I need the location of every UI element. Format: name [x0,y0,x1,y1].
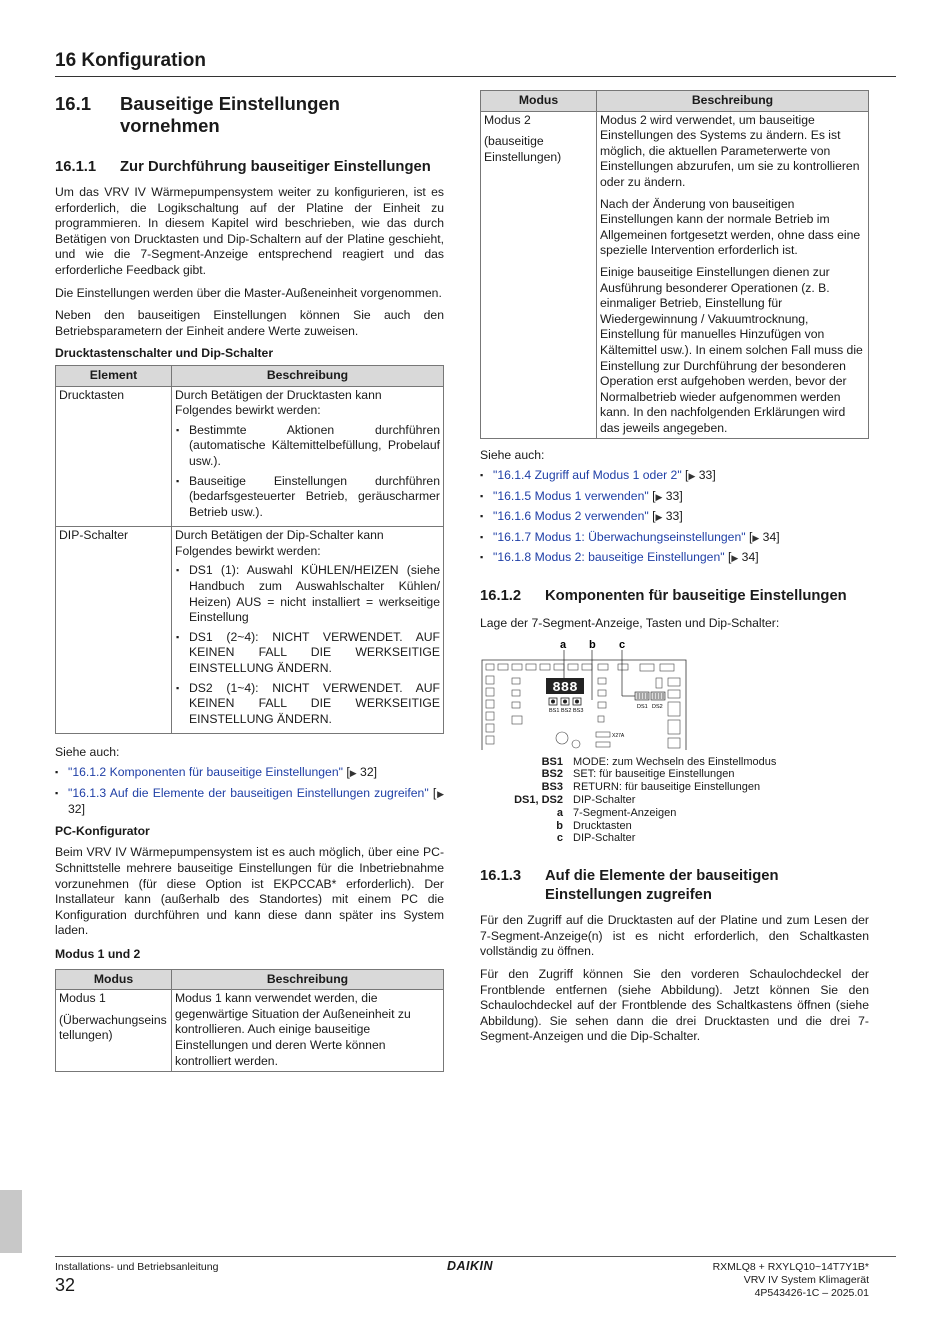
table2-cell-description [597,111,869,439]
section-heading [55,93,444,137]
legend-key: BS1 [541,755,563,768]
callout-c: c [619,638,626,651]
legend-key: DS1, DS2 [514,794,563,807]
label-bs2: BS2 [561,707,572,714]
subsection-3-heading [480,867,869,905]
legend-row [480,768,869,781]
page-ref-icon: ▶ [752,532,760,543]
footer-right [713,1261,869,1300]
table1-header-element: Element [56,365,172,386]
pcb-components [486,664,680,748]
page-ref-icon: ▶ [731,553,739,564]
see-also-link[interactable]: "16.1.8 Modus 2: bauseitige Einstellungen" [493,550,725,565]
see-also-list [55,765,444,818]
components-intro: Lage der 7-Segment-Anzeige, Tasten und Dip-Schalter: [480,616,780,631]
legend-key: BS2 [541,768,563,781]
page-ref-icon: ▶ [436,788,445,799]
see-also-list [480,468,869,567]
table-row [56,990,444,1072]
table1-cell-intro: Durch Betätigen der Dip-Schalter kann Folgendes bewirkt werden: [175,528,384,558]
legend-value: SET: für bauseitige Einstellungen [573,768,735,781]
legend-value: Drucktasten [573,819,632,832]
modus-name: Modus 1 [59,991,106,1006]
legend-key: c [556,832,563,845]
see-also-link[interactable]: "16.1.4 Zugriff auf Modus 1 oder 2" [493,468,682,483]
table1-cell-element: DIP-Schalter [56,527,172,734]
table1-cell-description [172,386,444,527]
table1-cell-element: Drucktasten [56,386,172,527]
modus-description: Modus 1 kann verwendet werden, die gegenwärtige Situation der Außeneinheit zu kontrollieren. Auch einige bauseitige Einstellungen und deren Werte können kontrolliert werden. [175,991,411,1068]
side-tab [0,1190,22,1253]
table2-cell-description [172,990,444,1072]
pcb-diagram [480,638,690,750]
dip-switches [635,692,665,700]
table2-header-description: Beschreibung [597,91,869,112]
right-column [480,90,869,1052]
modus-subtitle: (bauseitige Einstellungen) [484,134,562,164]
see-also-link[interactable]: "16.1.6 Modus 2 verwenden" [493,509,649,524]
legend-row [480,832,869,845]
subsection-1-number: 16.1.1 [55,159,97,175]
modus-table [55,969,444,1073]
see-also-link[interactable]: "16.1.2 Komponenten für bauseitige Einstellungen" [68,765,343,779]
label-ds2: DS2 [652,703,663,710]
pc-configurator-title: PC-Konfigurator [55,823,150,838]
page-ref-icon: ▶ [349,768,357,778]
table1-cell-description [172,527,444,734]
segment-digits: 888 [552,679,578,696]
legend-value: RETURN: für bauseitige Einstellungen [573,781,761,794]
page-ref: 34 [741,550,756,565]
label-bs1: BS1 [549,707,560,714]
page-ref: 33 [665,488,680,503]
see-also-link[interactable]: "16.1.5 Modus 1 verwenden" [493,488,649,503]
list-item[interactable]: ▪ "16.1.2 Komponenten für bauseitige Einstellungen" [▶ 32] [55,765,444,782]
table-row [56,527,444,734]
see-also-link[interactable]: "16.1.7 Modus 1: Überwachungseinstellungen" [493,529,746,544]
footer-divider [55,1256,896,1257]
paragraph-operating-params: Neben den bauseitigen Einstellungen können Sie auch den Betriebsparametern der Einheit andere Werte zuweisen. [55,308,444,338]
modus-description: Nach der Änderung von bauseitigen Einstellungen kann der normale Betrieb im Allgemeinen fortgesetzt werden, ohne dass eine spezielle Intervention erforderlich ist. [600,196,861,258]
page-ref-icon: ▶ [655,512,663,523]
page-number: 32 [55,1275,76,1295]
footer-model: RXMLQ8 + RXYLQ10~14T7Y1B* [712,1261,869,1273]
modus-name: Modus 2 [484,112,531,127]
diagram-legend [480,756,869,846]
left-column [55,93,444,1072]
seven-segment-display [546,678,584,696]
paragraph-access-1: Für den Zugriff auf die Drucktasten auf der Platine und zum Lesen der 7-Segment-Anzeige(n) ist es nicht erforderlich, den Schaltkasten vollständig zu öffnen. [480,913,869,959]
legend-row [480,781,869,794]
subsection-2-number: 16.1.2 [480,588,522,605]
page-ref: 34 [762,529,777,544]
subsection-2-heading [480,587,869,606]
pc-configurator-text: Beim VRV IV Wärmepumpensystem ist es auch möglich, über eine PC-Schnittstelle mehrere bauseitige Einstellungen für die Inbetriebnahme vorzunehmen (für diese Option ist EKPCCAB* erforderlich). Der Installateur kann (außerhalb des Standortes) mit einem PC die Konfiguration durchführen und kann diese dann später ins System laden. [55,845,444,938]
list-item: ▪ DS1 (2~4): NICHT VERWENDET. AUF KEINEN FALL DIE WERKSEITIGE EINSTELLUNG ÄNDERN. [175,630,440,677]
modus-subtitle: (Überwachungseinstellungen) [59,1012,167,1043]
list-item[interactable]: ▪ "16.1.4 Zugriff auf Modus 1 oder 2" [▶ 33] [480,468,869,485]
modus-description: Modus 2 wird verwendet, um bauseitige Einstellungen des Systems zu ändern. Es ist möglich, die aktuellen Parameterwerte von Einstellungen abzurufen, um sie zu kontrollieren oder zu ändern. [600,112,860,189]
table1-header-description: Beschreibung [172,365,444,386]
footer-manual-title: Installations- und Betriebsanleitung [55,1261,219,1273]
callout-a: a [560,638,567,651]
list-item[interactable]: ▪ "16.1.3 Auf die Elemente der bauseitigen Einstellungen zugreifen" [▶ 32] [55,786,444,818]
legend-row [480,794,869,807]
table2-cell-modus [481,111,597,439]
list-item: ▪ DS2 (1~4): NICHT VERWENDET. AUF KEINEN FALL DIE WERKSEITIGE EINSTELLUNG ÄNDERN. [175,681,440,728]
page-ref-icon: ▶ [655,491,663,502]
list-item: ▪ Bauseitige Einstellungen durchführen (bedarfsgesteuerter Betrieb, geräuscharmer Betrieb usw.). [175,474,440,521]
switch-table [55,365,444,734]
table2-header-description: Beschreibung [172,969,444,990]
list-item: ▪ DS1 (1): Auswahl KÜHLEN/HEIZEN (siehe Handbuch zum Auswahlschalter Kühlen/ Heizen) AUS = nicht installiert = werkseitige Einstellung [175,563,440,625]
page-ref: 32 [68,802,82,817]
table1-bullet-list [175,423,440,521]
list-item: ▪ Bestimmte Aktionen durchführen (automatische Kältemittelbefüllung, Probelauf usw.). [175,423,440,470]
table2-cell-modus [56,990,172,1072]
label-bs3: BS3 [573,707,584,714]
label-x27a: X27A [612,732,625,739]
table1-cell-intro: Durch Betätigen der Drucktasten kann Folgendes bewirkt werden: [175,387,382,418]
modus-description: Einige bauseitige Einstellungen dienen zur Ausführung besonderer Operationen (z. B. einmaliger Betrieb, Einstellung für Wiedergewinnung / Vakuumtrocknung, Einstellung für manuelles Hinzufügen von Kältemittel usw.). In einem solchen Fall muss die Einstellung zur Durchführung der besonderen Operation erst aufgehoben werden, bevor der Normalbetrieb wieder aufgenommen werden kann. In den nachfolgenden Erklärungen wird das jeweils angegeben. [600,264,863,435]
subsection-2-title: Komponenten für bauseitige Einstellungen [545,588,847,605]
paragraph-intro: Um das VRV IV Wärmepumpensystem weiter zu konfigurieren, ist es erforderlich, die Logikschaltung auf der Platine der Einheit zu programmieren. In diesem Kapitel wird beschrieben, wie das durch Betätigen von Drucktasten und Dip-Schaltern auf der Platine geschieht, und wie die 7-Segment-Anzeige entsprechend reagiert und das erforderliche Feedback gibt. [55,185,444,277]
callout-b: b [589,638,596,651]
modus-table-continued [480,90,869,439]
table-row [481,111,869,439]
legend-value: MODE: zum Wechseln des Einstellmodus [573,755,777,768]
legend-key: BS3 [541,781,563,794]
subsection-3-number: 16.1.3 [480,868,522,885]
subsection-3-title: Auf die Elemente der bauseitigen Einstellungen zugreifen [545,868,779,904]
list-item[interactable]: ▪ "16.1.5 Modus 1 verwenden" [▶ 33] [480,489,869,506]
section-title: Bauseitige Einstellungen vornehmen [120,93,340,136]
page-ref: 33 [665,509,680,524]
legend-row [480,820,869,833]
push-buttons [549,698,581,705]
paragraph-master-unit: Die Einstellungen werden über die Master-Außeneinheit vorgenommen. [55,285,442,300]
table2-header-modus: Modus [56,969,172,990]
list-item[interactable]: ▪ "16.1.8 Modus 2: bauseitige Einstellungen" [▶ 34] [480,550,869,567]
table-row [56,386,444,527]
legend-key: b [556,819,563,832]
footer-doc-id: 4P543426-1C – 2025.01 [754,1287,869,1299]
label-ds1: DS1 [637,703,648,710]
legend-value: DIP-Schalter [573,794,636,807]
table2-header-modus: Modus [481,91,597,112]
subsection-1-title: Zur Durchführung bauseitiger Einstellungen [120,159,431,175]
page-ref-icon: ▶ [688,471,696,482]
page-ref: 32 [360,765,374,779]
legend-value: 7-Segment-Anzeigen [573,806,677,819]
legend-row [480,807,869,820]
see-also-label: Siehe auch: [480,448,545,463]
paragraph-access-2: Für den Zugriff können Sie den vorderen Schaulochdeckel der Frontblende entfernen (siehe Abbildung). Jetzt können Sie den Schaulochdeckel auf der Frontblende des Schaltkastens öffnen (siehe Abbildung). Sie sehen dann die drei Drucktasten und die drei 7-Segment-Anzeigen und die Dip-Schalter. [480,966,869,1044]
modus-title: Modus 1 und 2 [55,946,141,961]
see-also-link[interactable]: "16.1.3 Auf die Elemente der bauseitigen Einstellungen zugreifen" [68,785,429,800]
table1-bullet-list [175,563,440,727]
see-also-label: Siehe auch: [55,745,120,760]
list-item[interactable]: ▪ "16.1.7 Modus 1: Überwachungseinstellungen" [▶ 34] [480,530,869,547]
legend-row [480,756,869,769]
list-item[interactable]: ▪ "16.1.6 Modus 2 verwenden" [▶ 33] [480,509,869,526]
daikin-logo: DAIKIN [446,1259,494,1273]
legend-value: DIP-Schalter [573,832,636,845]
subsection-1-heading [55,158,444,177]
section-number: 16.1 [55,93,92,114]
table1-title: Drucktastenschalter und Dip-Schalter [55,346,274,361]
page-ref: 33 [698,468,713,483]
chapter-title: 16 Konfiguration [55,48,896,77]
legend-key: a [556,806,563,819]
footer-product: VRV IV System Klimagerät [743,1274,869,1286]
